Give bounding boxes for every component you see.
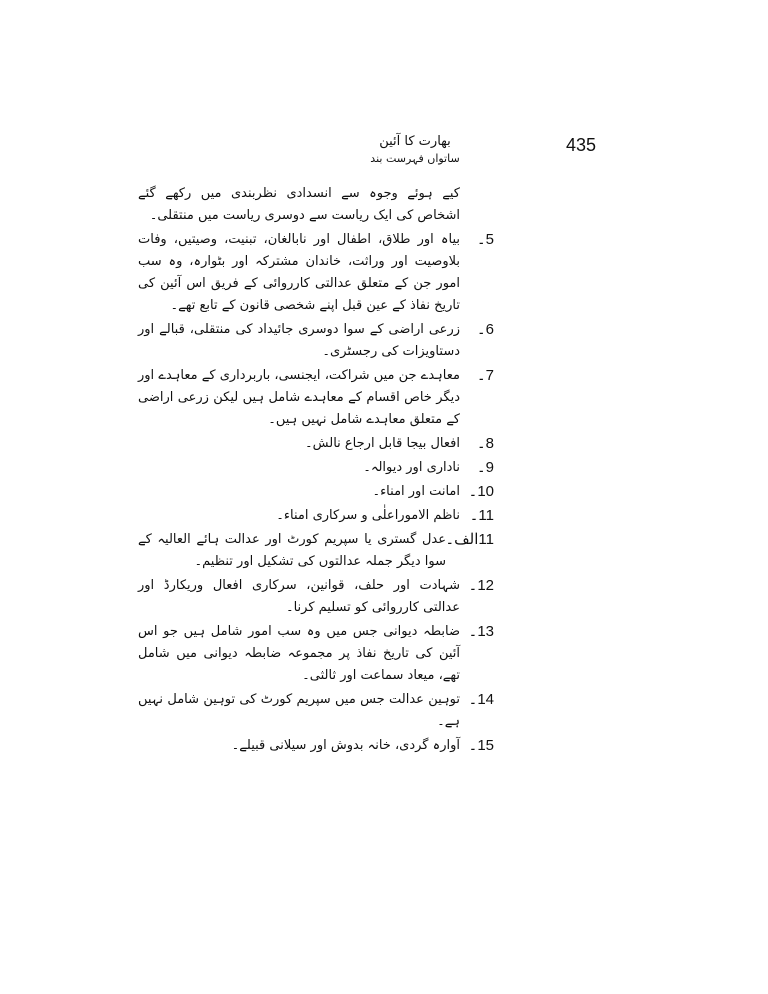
list-item [138, 319, 494, 363]
list-item [138, 575, 494, 619]
item-text: ناظم الاموراعلٰی و سرکاری امناء۔ [276, 508, 460, 523]
list-item [138, 621, 494, 687]
list-item [138, 365, 494, 431]
item-text: توہین عدالت جس میں سپریم کورٹ کی توہین شامل نہیں ہے۔ [138, 692, 460, 729]
page-number: 435 [566, 135, 597, 155]
item-text: شہادت اور حلف، قوانین، سرکاری افعال وریکارڈ اور عدالتی کارروائی کو تسلیم کرنا۔ [138, 578, 460, 615]
list-item [138, 505, 494, 527]
list-item [138, 529, 494, 573]
item-number: 12۔ [468, 577, 494, 594]
item-number: 9۔ [476, 459, 494, 476]
item-number: 5۔ [476, 231, 494, 248]
item-number: 15۔ [468, 737, 494, 754]
item-text: ضابطہ دیوانی جس میں وہ سب امور شامل ہیں جو اس آئین کی تاریخ نفاذ پر مجموعہ ضابطہ دیوانی میں شامل تھے، میعاد سماعت اور ثالثی۔ [138, 624, 460, 683]
list-item [138, 457, 494, 479]
schedule-list [138, 183, 494, 759]
item-number: 13۔ [468, 623, 494, 640]
list-item [138, 689, 494, 733]
item-text: عدل گستری یا سپریم کورٹ اور عدالت ہائے العالیہ کے سوا دیگر جملہ عدالتوں کی تشکیل اور تنظیم۔ [138, 532, 446, 569]
item-number: 11الف۔ [445, 531, 494, 548]
item-text: بیاہ اور طلاق، اطفال اور نابالغان، تبنیت، وصیتیں، وفات بلاوصیت اور وراثت، خاندان مشترکہ اور بٹوارہ، وہ سب امور جن کے متعلق عدالتی کارروائی کے فریق اس آئین کی تاریخ نفاذ کے عین قبل اپنے شخصی قانون کے تابع تھے۔ [138, 232, 460, 313]
item-text: افعال بیجا قابل ارجاع نالش۔ [305, 436, 460, 451]
list-item [138, 229, 494, 317]
continued-paragraph: کیے ہوئے وجوہ سے انسدادی نظربندی میں رکھے گئے اشخاص کی ایک ریاست سے دوسری ریاست میں منتقلی۔ [138, 186, 460, 223]
list-item [138, 433, 494, 455]
page-header [300, 133, 530, 167]
item-text: معاہدے جن میں شراکت، ایجنسی، باربرداری کے معاہدے اور دیگر خاص اقسام کے معاہدے شامل ہیں لیکن زرعی اراضی کے متعلق معاہدے شامل نہیں ہیں۔ [138, 368, 460, 427]
item-number: 14۔ [468, 691, 494, 708]
header-subtitle: ساتواں فہرست بند [370, 152, 460, 165]
header-title: بھارت کا آئین [379, 134, 451, 149]
item-number: 6۔ [476, 321, 494, 338]
item-text: ناداری اور دیوالہ۔ [363, 460, 460, 475]
list-item [138, 481, 494, 503]
item-text: امانت اور امناء۔ [372, 484, 460, 499]
item-number: 8۔ [476, 435, 494, 452]
item-text: آوارہ گردی، خانہ بدوش اور سیلانی قبیلے۔ [231, 738, 460, 753]
item-number: 10۔ [468, 483, 494, 500]
item-number: 11۔ [469, 507, 494, 524]
item-text: زرعی اراضی کے سوا دوسری جائیداد کی منتقلی، قبالے اور دستاویزات کی رجسٹری۔ [138, 322, 460, 359]
list-item [138, 735, 494, 757]
item-number: 7۔ [476, 367, 494, 384]
